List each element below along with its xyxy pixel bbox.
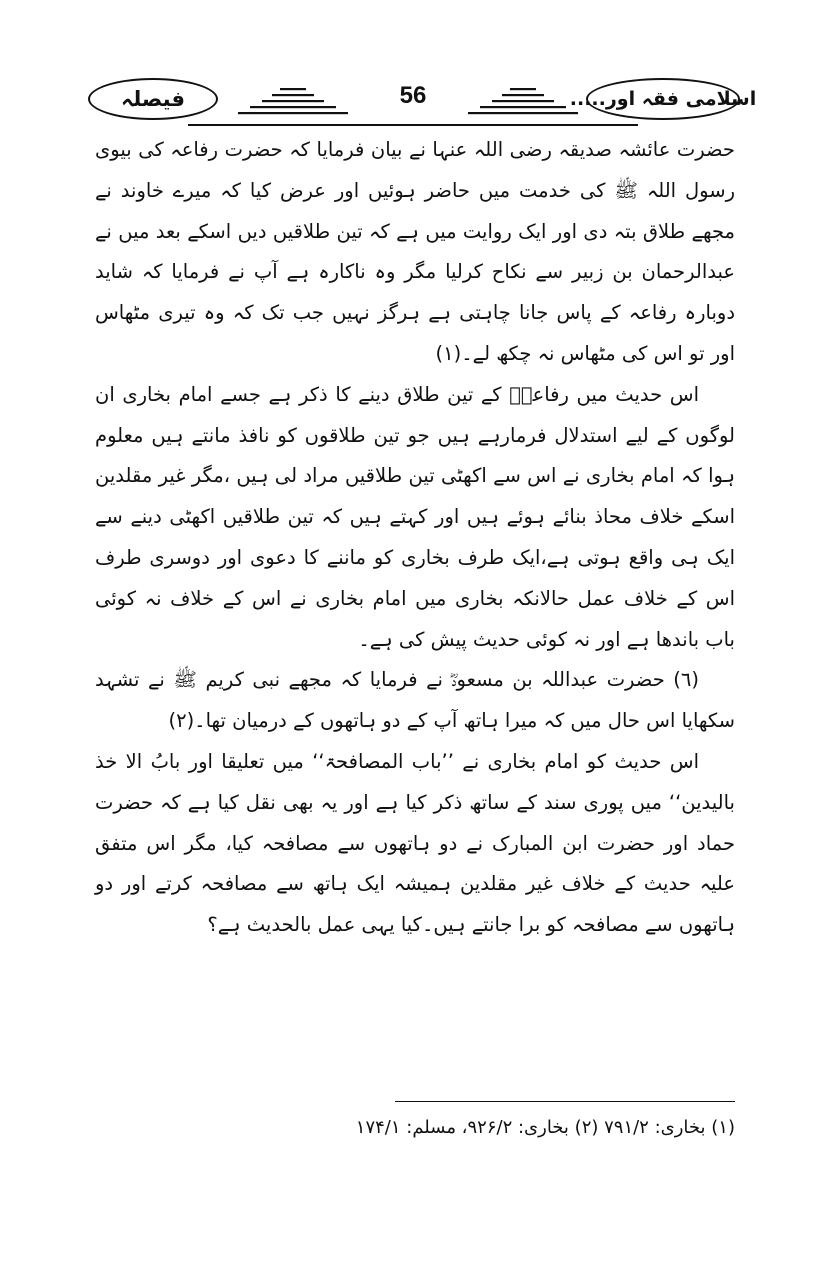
footnote-divider [395,1101,735,1102]
page-number: 56 [399,82,427,109]
paragraph-1: حضرت عائشہ صدیقہ رضی اللہ عنہا نے بیان فرمایا کہ حضرت رفاعہ کی بیوی رسول اللہ ﷺ کی خدمت میں حاضر ہوئیں اور عرض کیا کہ میرے خاوند نے مجھے طلاق بتہ دی اور ایک روایت میں ہے کہ تین طلاقیں دیں اسکے بعد میں نے عبدالرحمان بن زبیر سے نکاح کرلیا مگر وہ ناکارہ ہے آپ نے فرمایا کہ شاید دوبارہ رفاعہ کے پاس جانا چاہتی ہے ہرگز نہیں جب تک کہ وہ تیری مٹھاس اور تو اس کی مٹھاس نہ چکھ لے۔(۱) [95,138,735,365]
decorative-pyramid-icon [458,86,588,120]
chapter-title: اسلامی فقہ اور..... [569,88,757,110]
decorative-pyramid-icon [228,86,358,120]
header-divider [188,124,638,126]
book-title: فیصلہ [121,87,185,111]
book-title-oval [88,78,218,120]
paragraph-3: (٦) حضرت عبداللہ بن مسعودؓ نے فرمایا کہ مجھے نبی کریم ﷺ نے تشہد سکھایا اس حال میں کہ میرا ہاتھ آپ کے دو ہاتھوں کے درمیان تھا۔(٢) [95,668,735,733]
chapter-title-oval [569,78,757,120]
paragraph-4: اس حدیث کو امام بخاری نے ’’باب المصافحۃ‘‘ میں تعلیقا اور بابُ الا خذ بالیدین‘‘ میں پوری سند کے ساتھ ذکر کیا ہے اور یہ بھی نقل کیا ہے کہ حضرت حماد اور حضرت ابن المبارک نے دو ہاتھوں سے مصافحہ کیا، مگر اس متفق علیہ حدیث کے خلاف غیر مقلدین ہمیشہ ایک ہاتھ سے مصافحہ کرتے اور دو ہاتھوں سے مصافحہ کو برا جانتے ہیں۔کیا یہی عمل بالحدیث ہے؟ [95,749,735,937]
page-header [88,68,757,132]
paragraph-2: اس حدیث میں رفاعہؓ کے تین طلاق دینے کا ذکر ہے جسے امام بخاری ان لوگوں کے لیے استدلال فرمارہے ہیں جو تین طلاقوں کو نافذ مانتے ہیں معلوم ہوا کہ امام بخاری نے اس سے اکھٹی تین طلاقیں مراد لی ہیں ،مگر غیر مقلدین اسکے خلاف محاذ بنائے ہوئے ہیں اور کہتے ہیں کہ تین طلاقیں اکھٹی دینے سے ایک ہی واقع ہوتی ہے،ایک طرف بخاری کو ماننے کا دعوی اور دوسری طرف اس کے خلاف عمل حالانکہ بخاری میں امام بخاری نے اس کے خلاف نہ کوئی باب باندھا ہے اور نہ کوئی حدیث پیش کی ہے۔ [95,382,735,651]
page-body [95,130,735,946]
footnote: (۱) بخاری: ۷۹۱/۲ (۲) بخاری: ۹۲۶/۲، مسلم: ۱۷۴/۱ [355,1117,735,1138]
